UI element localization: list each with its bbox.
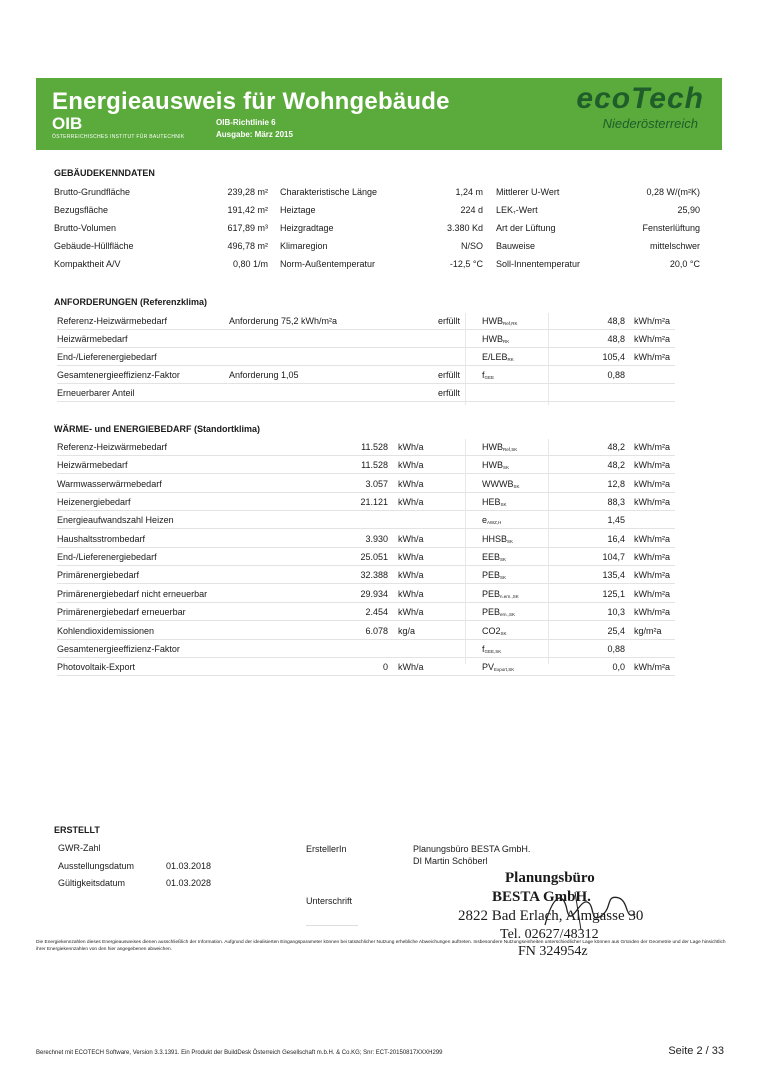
building-label: Bauweise [496, 241, 536, 251]
demand-symbol-subscript: SK [513, 483, 520, 489]
row-divider [57, 602, 675, 603]
building-value: 0,80 1/m [232, 259, 268, 269]
demand-symbol [482, 625, 507, 640]
building-label: Heiztage [280, 205, 316, 215]
demand-label: Warmwasserwärmebedarf [57, 478, 162, 489]
demand-symbol [482, 643, 501, 658]
lek-label-part: -Wert [515, 205, 538, 215]
demand-symbol [482, 478, 520, 493]
demand-unit: kWh/a [398, 588, 424, 599]
building-label: Mittlerer U-Wert [496, 187, 560, 197]
requirement-symbol [482, 351, 514, 366]
demand-symbol-text: e [482, 515, 488, 526]
requirement-value: 48,8 [607, 334, 625, 344]
demand-value: 3.930 [365, 533, 388, 544]
oib-label: OIB [52, 114, 83, 133]
demand-unit: kWh/a [398, 570, 424, 581]
section-heading-gebaeudekenndaten: GEBÄUDEKENNDATEN [54, 168, 155, 178]
specific-unit: kg/m²a [634, 625, 662, 636]
demand-symbol-text: HEB [482, 497, 501, 508]
row-divider [57, 401, 675, 402]
column-divider [548, 439, 549, 664]
demand-value: 2.454 [365, 607, 388, 618]
building-value: 25,90 [677, 205, 700, 215]
demand-symbol [482, 514, 501, 529]
specific-unit: kWh/m²a [634, 460, 670, 471]
demand-symbol-text: WWWB [482, 478, 514, 489]
gueltigkeitsdatum-label: Gültigkeitsdatum [58, 878, 126, 888]
row-divider [57, 329, 675, 330]
demand-label: End-/Lieferenergiebedarf [57, 552, 157, 563]
row-divider [57, 455, 675, 456]
requirement-symbol [482, 315, 518, 330]
specific-unit: kWh/m²a [634, 662, 670, 673]
demand-symbol-text: EEB [482, 552, 501, 563]
requirement-value: 105,4 [602, 352, 625, 362]
demand-label: Energieaufwandszahl Heizen [57, 515, 174, 526]
ersteller-label: ErstellerIn [306, 844, 347, 854]
requirement-symbol-subscript: RK [503, 339, 510, 344]
demand-label: Photovoltaik-Export [57, 662, 136, 673]
demand-symbol [482, 588, 519, 603]
row-divider [57, 492, 675, 493]
specific-unit: kWh/m²a [634, 570, 670, 581]
demand-symbol-subscript: SK [500, 575, 507, 581]
demand-value: 11.528 [361, 460, 388, 471]
demand-label: Primärenergiebedarf erneuerbar [57, 607, 186, 618]
demand-symbol-subscript: SK [500, 630, 507, 636]
demand-label: Referenz-Heizwärmebedarf [57, 442, 168, 452]
row-divider [57, 657, 675, 658]
requirement-limit: Anforderung 1,05 [229, 370, 299, 380]
demand-value: 25.051 [360, 552, 388, 563]
demand-label: Heizwärmebedarf [57, 460, 128, 471]
row-divider [57, 365, 675, 366]
demand-symbol-subscript: SK [500, 557, 507, 563]
demand-symbol-subscript: Ref,SK [503, 447, 518, 452]
lek-label-part: LEK [496, 205, 514, 215]
unterschrift-label: Unterschrift [306, 896, 353, 906]
institute-name: ÖSTERREICHISCHES INSTITUT FÜR BAUTECHNIK [52, 134, 185, 140]
building-label: Gebäude-Hüllfläche [54, 241, 134, 251]
specific-value: 25,4 [607, 625, 625, 636]
requirement-status: erfüllt [438, 388, 461, 398]
requirement-symbol [482, 333, 509, 348]
demand-symbol [482, 551, 506, 566]
requirement-symbol-subscript: RK [507, 357, 514, 362]
building-label: Klimaregion [280, 241, 328, 251]
section-heading-erstellt: ERSTELLT [54, 825, 100, 835]
demand-symbol-text: HWB [482, 460, 503, 471]
requirement-label: Referenz-Heizwärmebedarf [57, 316, 168, 326]
section-heading-waerme: WÄRME- und ENERGIEBEDARF (Standortklima) [54, 424, 260, 434]
requirement-symbol-text: HWB [482, 334, 503, 344]
demand-label: Haushaltsstrombedarf [57, 533, 146, 544]
demand-value: 11.528 [361, 442, 388, 452]
demand-unit: kWh/a [398, 533, 424, 544]
demand-unit: kWh/a [398, 478, 424, 489]
demand-symbol [482, 569, 506, 584]
requirement-value: 48,8 [607, 316, 625, 326]
demand-symbol-text: PEB [482, 570, 501, 581]
specific-value: 48,2 [607, 442, 625, 452]
demand-symbol-text: HHSB [482, 533, 508, 544]
column-divider [548, 313, 549, 405]
demand-symbol-subscript: SK [500, 502, 507, 508]
specific-value: 135,4 [602, 570, 625, 581]
building-label [496, 204, 538, 219]
requirement-limit: Anforderung 75,2 kWh/m²a [229, 316, 338, 326]
specific-value: 16,4 [607, 533, 625, 544]
document-title: Energieausweis für Wohngebäude [52, 88, 450, 115]
requirement-symbol [482, 369, 494, 384]
requirement-unit: kWh/m²a [634, 316, 670, 326]
building-value: 20,0 °C [669, 259, 700, 269]
row-divider [57, 383, 675, 384]
row-divider [57, 583, 675, 584]
demand-symbol-subscript: SK [503, 465, 510, 471]
row-divider [57, 528, 675, 529]
demand-unit: kg/a [398, 625, 416, 636]
specific-unit: kWh/m²a [634, 442, 670, 452]
building-value: 191,42 m² [227, 205, 268, 215]
requirement-label: Heizwärmebedarf [57, 334, 128, 344]
demand-label: Gesamtenergieeffizienz-Faktor [57, 643, 180, 654]
requirement-status: erfüllt [438, 316, 461, 326]
demand-symbol-text: PEB [482, 607, 501, 618]
header-banner [36, 78, 722, 150]
requirement-label: Gesamtenergieeffizienz-Faktor [57, 370, 180, 380]
row-divider [57, 639, 675, 640]
requirement-symbol-subscript: Ref,RK [503, 321, 518, 326]
building-label: Brutto-Grundfläche [54, 187, 131, 197]
demand-symbol-text: f [482, 643, 485, 654]
demand-unit: kWh/a [398, 497, 424, 508]
column-divider [465, 313, 466, 405]
building-value: 496,78 m² [227, 241, 268, 251]
region-label: Niederösterreich [602, 116, 698, 131]
section-heading-anforderungen: ANFORDERUNGEN (Referenzklima) [54, 297, 208, 307]
requirement-unit: kWh/m²a [634, 352, 670, 362]
row-divider [57, 565, 675, 566]
demand-value: 32.388 [360, 570, 388, 581]
specific-value: 0,88 [607, 643, 625, 654]
building-value: 224 d [460, 205, 483, 215]
ausstellungsdatum-label: Ausstellungsdatum [58, 861, 135, 871]
demand-symbol-subscript: GEE,SK [484, 648, 502, 654]
building-value: -12,5 °C [449, 259, 483, 269]
demand-label: Primärenergiebedarf [57, 570, 140, 581]
demand-symbol [482, 441, 517, 456]
demand-value: 3.057 [365, 478, 388, 489]
building-value: mittelschwer [649, 241, 700, 251]
energy-certificate-page: Energieausweis für Wohngebäude OIB ÖSTERREICHISCHES INSTITUT FÜR BAUTECHNIK OIB-Richtlinie 6 Ausgabe: März 2015 ecoTech Niederösterreich GEBÄUDEKENNDATEN Brutto-Grundfläche 239,28 m² Charakteristische Länge 1,24 m Mittlerer U-Wert 0,28 W/(m²K) Bezugsfläche 191,42 m² Heiztage 224 d $LEK_T$-Wert 25,90 Brutto-Volumen 617,89 m³ Heizgradtage 3.380 Kd Art der Lüftung Fensterlüftung Gebäude-Hüllfläche 496,78 m² Klimaregion N/SO Bauweise mittelschwer Kompaktheit A/V 0,80 1/m Norm-Außentemperatur -12,5 °C Soll-Innentemperatur 20,0 °C ANFORDERUNGEN (Referenzklima) Referenz-Heizwärmebedarf Anforderung 75,2 kWh/m²a erfüllt $HWB_{Ref,RK}$ 48,8 kWh/m²a Heizwärmebedarf $HWB_{RK}$ 48,8 kWh/m²a End-/Lieferenergiebedarf $E/LEB_{RK}$ 105,4 kWh/m²a Gesamtenergieeffizienz-Faktor Anforderung 1,05 erfüllt $f_{GEE}$ 0,88 Erneuerbarer Anteil erfüllt WÄRME- und ENERGIEBEDARF (Standortklima) Referenz-Heizwärmebedarf 11.528 kWh/a $HWB_{Ref,SK}$ 48,2 kWh/m²a Heizwärmebedarf 11.528 kWh/a $HWB_{SK}$ 48,2 kWh/m²a Warmwasserwärmebedarf 3.057 kWh/a $WWWB_{SK}$ 12,8 kWh/m²a Heizenergiebedarf 21.121 kWh/a $HEB_{SK}$ 88,3 kWh/m²a Energieaufwandszahl Heizen $e_{AWZ,H}$ 1,45 Haushaltsstrombedarf 3.930 kWh/a $HHSB_{SK}$ 16,4 kWh/m²a End-/Lieferenergiebedarf 25.051 kWh/a $EEB_{SK}$ 104,7 kWh/m²a Primärenergiebedarf 32.388 kWh/a $PEB_{SK}$ 135,4 kWh/m²a Primärenergiebedarf nicht erneuerbar 29.934 kWh/a $PEB_{n.ern.,SK}$ 125,1 kWh/m²a Primärenergiebedarf erneuerbar 2.454 kWh/a $PEB_{ern.,SK}$ 10,3 kWh/m²a Kohlendioxidemissionen 6.078 kg/a $CO2_{SK}$ 25,4 kg/m²a Gesamtenergieeffizienz-Faktor $f_{GEE,SK}$ 0,88 Photovoltaik-Export 0 kWh/a $PV_{Export,SK}$ 0,0 kWh/m²a ERSTELLT GWR-Zahl Ausstellungsdatum 01.03.2018 Gültigkeitsdatum 01.03.2028 ErstellerIn Planungsbüro BESTA GmbH. DI Martin Schöberl Unterschrift Planungsbüro BESTA GmbH. 2822 Bad Erlach, Almgasse 30 Tel. 02627/48312 FN 324954z Die Energiekennzahlen dieses Energieausweises dienen ausschließlich der Information. Aufgrund der idealisierten Eingangsparameter können bei tatsächlicher Nutzung erhebliche Abweichungen auftreten. Insbesondere Nutzungseinheiten unterschiedlicher Lage können aus Gründen der Geometrie und der Lage hinsichtlich ihrer Energiekennzahlen von den hier angegebenen abweichen. Berechnet mit ECOTECH Software, Version 3.3.1391. Ein Produkt der BuildDesk Österreich Gesellschaft m.b.H. & Co.KG; Snr: ECT-20150817XXXH299 Seite 2 / 33 [0, 0, 764, 1080]
building-value: 1,24 m [455, 187, 483, 197]
demand-label: Primärenergiebedarf nicht erneuerbar [57, 588, 208, 599]
demand-label: Kohlendioxidemissionen [57, 625, 155, 636]
row-divider [57, 473, 675, 474]
demand-value: 0 [382, 662, 388, 673]
requirement-value: 0,88 [607, 370, 625, 380]
demand-unit: kWh/a [398, 662, 424, 673]
signature-line [306, 925, 358, 926]
requirement-symbol-subscript: GEE [484, 375, 495, 380]
demand-symbol [482, 496, 507, 511]
demand-symbol [482, 459, 509, 474]
demand-symbol-subscript: AWZ,H [487, 520, 502, 526]
handwritten-signature [535, 880, 645, 940]
requirement-status: erfüllt [438, 370, 461, 380]
richtlinie-label: OIB-Richtlinie 6 [216, 118, 276, 127]
requirement-symbol-text: f [482, 370, 485, 380]
requirement-unit: kWh/m²a [634, 334, 670, 344]
demand-symbol-subscript: Export,SK [494, 667, 515, 673]
demand-symbol-subscript: SK [507, 538, 514, 544]
specific-unit: kWh/m²a [634, 552, 670, 563]
demand-unit: kWh/a [398, 607, 424, 618]
specific-value: 104,7 [602, 552, 625, 563]
specific-unit: kWh/m²a [634, 588, 670, 599]
row-divider [57, 347, 675, 348]
page-number: Seite 2 / 33 [668, 1045, 724, 1057]
gwr-label: GWR-Zahl [58, 843, 101, 853]
demand-symbol [482, 533, 513, 548]
gueltigkeitsdatum-value: 01.03.2028 [166, 878, 212, 888]
row-divider [57, 547, 675, 548]
demand-symbol-text: PV [482, 662, 495, 673]
specific-value: 12,8 [607, 478, 625, 489]
demand-symbol-text: HWB [482, 442, 503, 452]
building-value: 239,28 m² [227, 187, 268, 197]
building-value: 3.380 Kd [446, 223, 483, 233]
demand-label: Heizenergiebedarf [57, 497, 131, 508]
specific-unit: kWh/m²a [634, 478, 670, 489]
demand-value: 6.078 [365, 625, 388, 636]
building-label: Charakteristische Länge [280, 187, 378, 197]
lek-label-part: T [513, 210, 516, 215]
building-value: 617,89 m³ [227, 223, 268, 233]
ausgabe-label: Ausgabe: März 2015 [216, 130, 293, 139]
demand-unit: kWh/a [398, 552, 424, 563]
requirement-symbol-text: HWB [482, 316, 503, 326]
demand-symbol-subscript: n.ern.,SK [500, 593, 519, 599]
software-footer: Berechnet mit ECOTECH Software, Version 3.3.1391. Ein Produkt der BuildDesk Österreich Gesellschaft m.b.H. & Co.KG; Snr: ECT-20150817XXXH299 [36, 1050, 443, 1056]
requirement-label: End-/Lieferenergiebedarf [57, 352, 157, 362]
ecotech-logo: ecoTech [576, 82, 704, 115]
specific-unit: kWh/m²a [634, 533, 670, 544]
building-label: Norm-Außentemperatur [280, 259, 376, 269]
demand-symbol-text: CO2 [482, 625, 501, 636]
row-divider [57, 620, 675, 621]
ersteller-person: DI Martin Schöberl [413, 856, 488, 866]
specific-value: 48,2 [607, 460, 625, 471]
specific-unit: kWh/m²a [634, 607, 670, 618]
ausstellungsdatum-value: 01.03.2018 [166, 861, 212, 871]
demand-value: 21.121 [360, 497, 388, 508]
building-label: Kompaktheit A/V [54, 259, 121, 269]
building-label: Art der Lüftung [496, 223, 556, 233]
row-divider [57, 510, 675, 511]
building-label: Brutto-Volumen [54, 223, 117, 233]
row-divider [57, 675, 675, 676]
column-divider [465, 439, 466, 664]
demand-unit: kWh/a [398, 442, 424, 452]
ersteller-name: Planungsbüro BESTA GmbH. [413, 844, 531, 854]
specific-value: 125,1 [602, 588, 625, 599]
building-value: 0,28 W/(m²K) [646, 187, 700, 197]
disclaimer-text: Die Energiekennzahlen dieses Energieausweises dienen ausschließlich der Information. Aufgrund der idealisierten Eingangsparameter können bei tatsächlicher Nutzung erhebliche Abweichungen auftreten. Insbesondere Nutzungseinheiten unterschiedlicher Lage können aus Gründen der Geometrie und der Lage hinsichtlich ihrer Energiekennzahlen von den hier angegebenen abweichen. [36, 940, 726, 952]
requirement-symbol-text: E/LEB [482, 352, 508, 362]
specific-value: 10,3 [607, 607, 625, 618]
requirement-label: Erneuerbarer Anteil [57, 388, 135, 398]
specific-value: 0,0 [612, 662, 625, 673]
building-value: Fensterlüftung [642, 223, 700, 233]
demand-unit: kWh/a [398, 460, 424, 471]
demand-value: 29.934 [360, 588, 388, 599]
building-label: Bezugsfläche [54, 205, 109, 215]
specific-value: 1,45 [607, 515, 625, 526]
building-value: N/SO [460, 241, 483, 251]
demand-symbol-subscript: ern.,SK [500, 612, 516, 618]
building-label: Heizgradtage [280, 223, 334, 233]
demand-symbol-text: PEB [482, 588, 501, 599]
demand-symbol [482, 606, 515, 621]
specific-unit: kWh/m²a [634, 497, 670, 508]
demand-symbol [482, 661, 514, 676]
specific-value: 88,3 [607, 497, 625, 508]
building-label: Soll-Innentemperatur [496, 259, 581, 269]
